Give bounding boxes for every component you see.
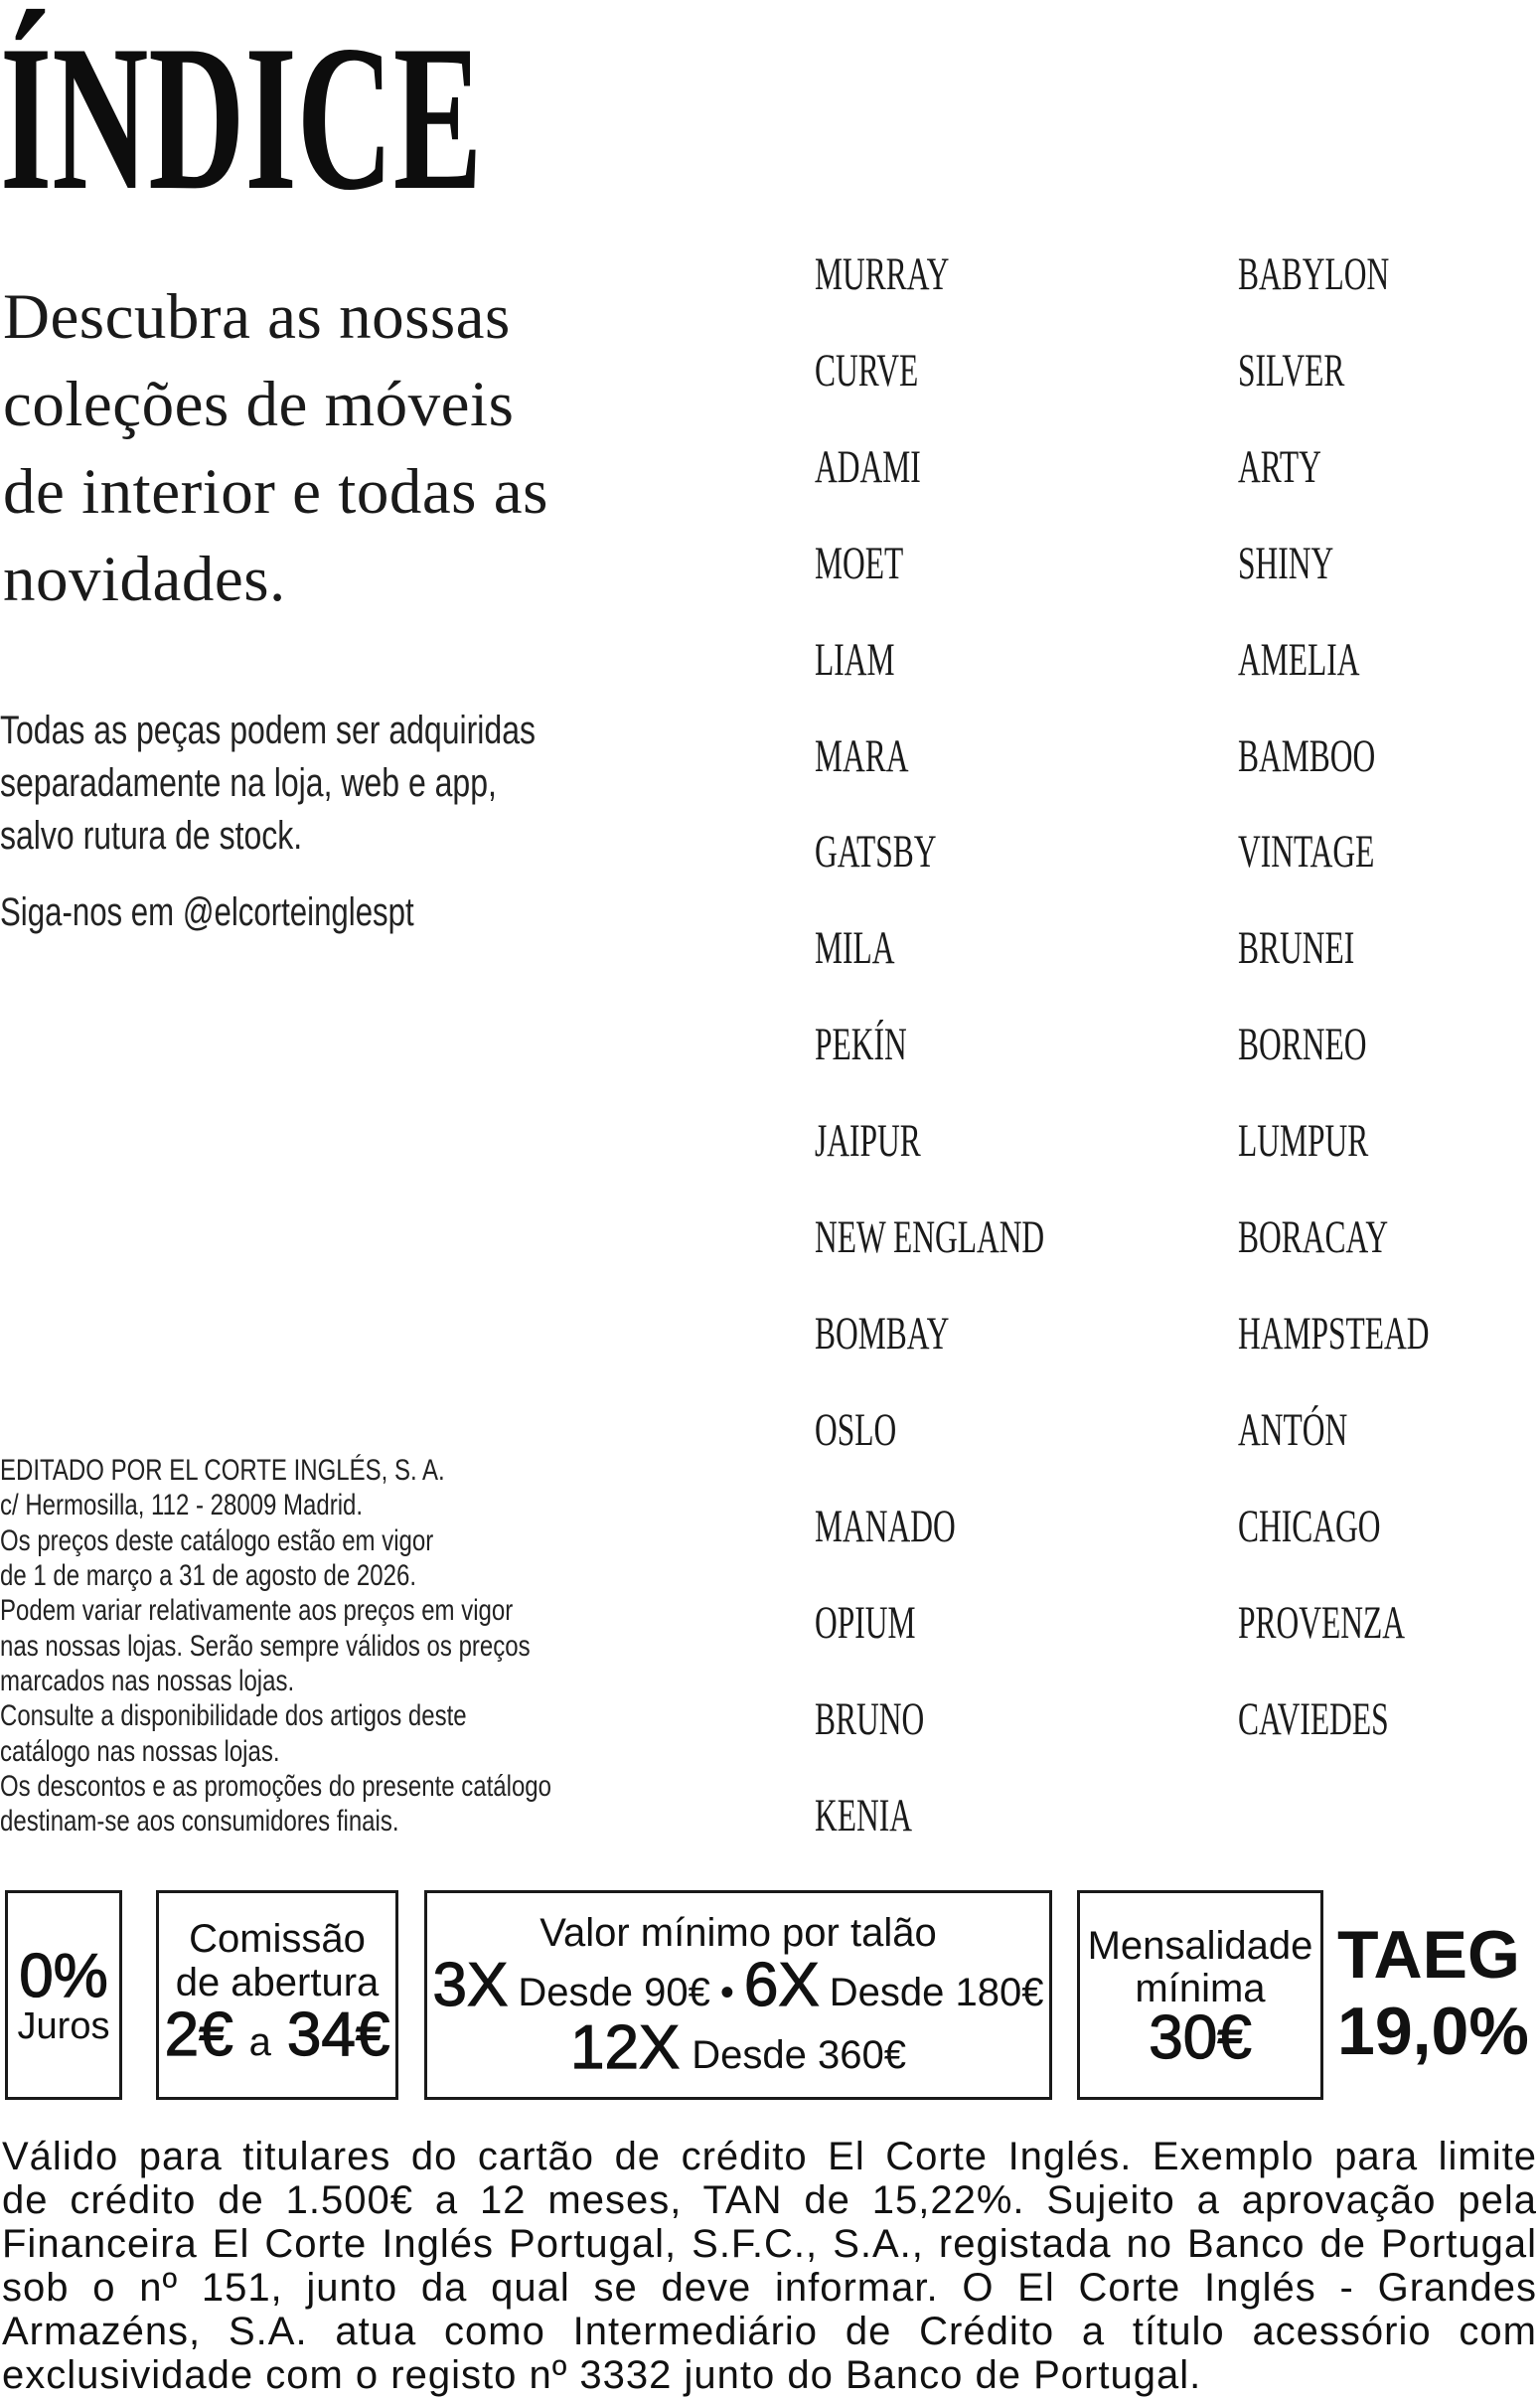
imprint-line: Consulte a disponibilidade dos artigos deste [0, 1699, 467, 1733]
legal-disclaimer-line: sob o nº 151, junto da qual se deve informar. O El Corte Inglés - Grandes [2, 2266, 1537, 2310]
opening-fee-label: de abertura [175, 1961, 380, 2004]
availability-note [0, 705, 536, 863]
collection-item[interactable]: OPIUM [815, 1596, 916, 1649]
collection-item[interactable]: LIAM [815, 633, 895, 686]
publisher-imprint [0, 1453, 551, 1840]
legal-disclaimer-line: Armazéns, S.A. atua como Intermediário de Crédito a título acessório com [2, 2310, 1537, 2353]
collection-item[interactable]: PEKÍN [815, 1019, 907, 1071]
collection-item[interactable]: KENIA [815, 1789, 912, 1841]
collection-item[interactable]: VINTAGE [1238, 826, 1375, 879]
taeg-label: TAEG [1337, 1917, 1520, 1993]
collection-item[interactable]: BAMBOO [1238, 729, 1376, 782]
opening-fee-joiner: a [248, 2020, 271, 2064]
plan-minimum: Desde 180€ [829, 1970, 1044, 2014]
imprint-line: c/ Hermosilla, 112 - 28009 Madrid. [0, 1489, 364, 1522]
social-handle: Siga-nos em @elcorteinglespt [0, 890, 414, 934]
plan-term: 6X [743, 1950, 820, 2019]
min-installment-label: Mensalidade [1087, 1924, 1313, 1968]
collection-item[interactable]: BORNEO [1238, 1019, 1367, 1071]
imprint-line: de 1 de março a 31 de agosto de 2026. [0, 1559, 416, 1593]
plan-minimum: Desde 360€ [692, 2032, 907, 2077]
imprint-line: catálogo nas nossas lojas. [0, 1734, 280, 1768]
collection-item[interactable]: BORACAY [1238, 1211, 1389, 1264]
min-per-receipt-label: Valor mínimo por talão [539, 1910, 937, 1955]
legal-disclaimer-line: Financeira El Corte Inglés Portugal, S.F.C., S.A., registada no Banco de Portugal [2, 2222, 1537, 2266]
collection-item[interactable]: HAMPSTEAD [1238, 1307, 1430, 1360]
collection-item[interactable]: BRUNEI [1238, 922, 1355, 975]
collection-item[interactable]: SILVER [1238, 344, 1345, 397]
collection-item[interactable]: CHICAGO [1238, 1500, 1381, 1552]
plan-minimum: Desde 90€ [518, 1970, 710, 2014]
opening-fee-min: 2€ [164, 2001, 233, 2069]
min-installment-box [1077, 1890, 1323, 2100]
collection-item[interactable]: MOET [815, 537, 904, 589]
collection-item[interactable]: NEW ENGLAND [815, 1211, 1045, 1264]
collection-item[interactable]: ADAMI [815, 440, 921, 493]
imprint-line: marcados nas nossas lojas. [0, 1665, 295, 1698]
collection-item[interactable]: BOMBAY [815, 1307, 950, 1360]
collection-item[interactable]: LUMPUR [1238, 1115, 1369, 1168]
plan-term: 12X [569, 2012, 681, 2082]
collections-column-1 [815, 227, 1044, 1863]
imprint-line: EDITADO POR EL CORTE INGLÉS, S. A. [0, 1454, 445, 1487]
intro-heading-line: coleções de móveis [3, 369, 515, 440]
imprint-line: Os preços deste catálogo estão em vigor [0, 1523, 434, 1557]
min-per-receipt-box [424, 1890, 1052, 2100]
availability-note-line: salvo rutura de stock. [0, 814, 303, 858]
imprint-line: nas nossas lojas. Serão sempre válidos os preços [0, 1629, 531, 1663]
legal-disclaimer-line: Válido para titulares do cartão de crédito El Corte Inglés. Exemplo para limite [2, 2135, 1537, 2178]
collection-item[interactable]: OSLO [815, 1403, 897, 1456]
availability-note-line: separadamente na loja, web e app, [0, 761, 497, 805]
collection-item[interactable]: JAIPUR [815, 1115, 921, 1168]
collection-item[interactable]: BABYLON [1238, 248, 1390, 300]
collections-column-2 [1238, 227, 1429, 1768]
collection-item[interactable]: PROVENZA [1238, 1596, 1405, 1649]
taeg-value: 19,0% [1337, 1994, 1529, 2069]
collection-item[interactable]: MILA [815, 922, 895, 975]
legal-disclaimer-line: de crédito de 1.500€ a 12 meses, TAN de 15,22%. Sujeito a aprovação pela [2, 2178, 1537, 2222]
imprint-line: Podem variar relativamente aos preços em vigor [0, 1594, 514, 1628]
opening-fee-range [164, 2001, 390, 2073]
collection-item[interactable]: MARA [815, 729, 909, 782]
bullet-separator: • [719, 1970, 734, 2014]
intro-heading-line: de interior e todas as [3, 456, 548, 528]
collection-item[interactable]: MURRAY [815, 248, 950, 300]
min-installment-value: 30€ [1149, 2003, 1252, 2072]
interest-label: Juros [17, 2004, 110, 2047]
installment-plans-row [569, 2012, 907, 2082]
opening-fee-label: Comissão [189, 1917, 366, 1961]
collection-item[interactable]: GATSBY [815, 826, 937, 879]
taeg-block [1337, 1917, 1529, 2070]
intro-heading-line: novidades. [3, 544, 286, 615]
min-installment-label: mínima [1135, 1967, 1266, 2010]
collection-item[interactable]: CAVIEDES [1238, 1692, 1389, 1745]
collection-item[interactable]: CURVE [815, 344, 919, 397]
interest-value: 0% [19, 1941, 108, 2010]
plan-term: 3X [432, 1950, 509, 2019]
imprint-line: destinam-se aos consumidores finais. [0, 1805, 399, 1839]
collection-item[interactable]: SHINY [1238, 537, 1334, 589]
opening-fee-box [156, 1890, 398, 2100]
page-title: ÍNDICE [0, 3, 483, 234]
collection-item[interactable]: ANTÓN [1238, 1403, 1348, 1456]
collection-item[interactable]: ARTY [1238, 440, 1321, 493]
imprint-line: Os descontos e as promoções do presente catálogo [0, 1770, 551, 1804]
availability-note-line: Todas as peças podem ser adquiridas [0, 709, 536, 752]
opening-fee-max: 34€ [286, 2001, 390, 2069]
intro-heading-line: Descubra as nossas [3, 281, 511, 353]
collection-item[interactable]: AMELIA [1238, 633, 1360, 686]
legal-disclaimer [2, 2135, 1537, 2397]
interest-box [5, 1890, 122, 2100]
legal-disclaimer-line: exclusividade com o registo nº 3332 junto do Banco de Portugal. [2, 2353, 1202, 2397]
installment-plans-row [432, 1950, 1044, 2021]
collection-item[interactable]: MANADO [815, 1500, 956, 1552]
collection-item[interactable]: BRUNO [815, 1692, 925, 1745]
intro-heading [3, 273, 548, 623]
